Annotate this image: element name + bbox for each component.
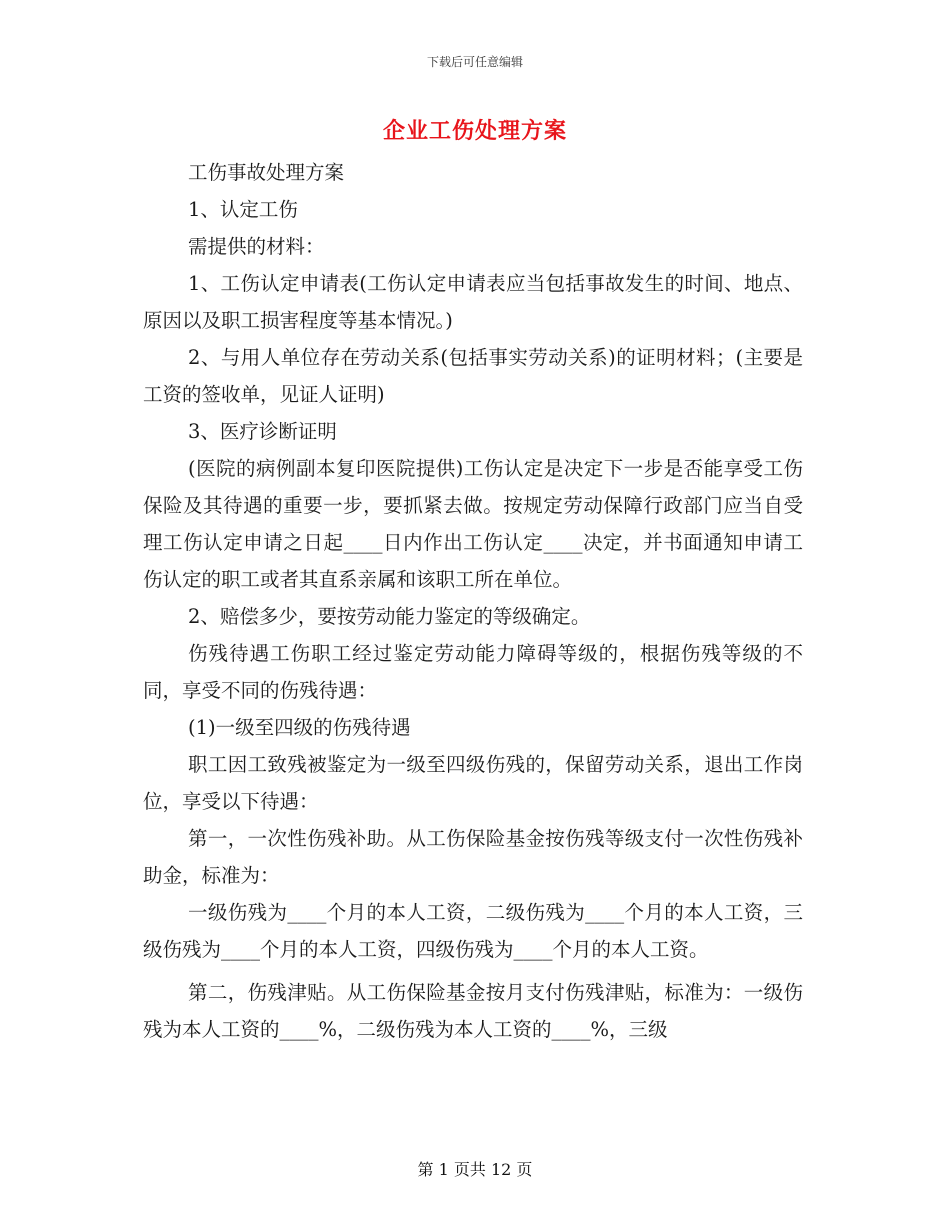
header-note: 下载后可任意编辑 [426, 55, 523, 69]
paragraph-hospital: (医院的病例副本复印医院提供)工伤认定是决定下一步是否能享受工伤保险及其待遇的重要一步，要抓紧去做。按规定劳动保障行政部门应当自受理工伤认定申请之日起____日内作出工伤认定____决定，并书面通知申请工伤认定的职工或者其直系亲属和该职工所在单位。 [143, 457, 803, 591]
paragraph-section-1: 1、认定工伤 [188, 198, 298, 221]
paragraph-item-2: 2、与用人单位存在劳动关系(包括事实劳动关系)的证明材料；(主要是工资的签收单，见证人证明) [143, 346, 803, 406]
paragraph-section-2: 2、赔偿多少，要按劳动能力鉴定的等级确定。 [188, 605, 591, 628]
paragraph-grades: 一级伤残为____个月的本人工资，二级伤残为____个月的本人工资，三级伤残为____个月的本人工资，四级伤残为____个月的本人工资。 [143, 901, 803, 961]
paragraph-item-1: 1、工伤认定申请表(工伤认定申请表应当包括事故发生的时间、地点、原因以及职工损害程度等基本情况。) [143, 272, 803, 332]
paragraph-heading: 工伤事故处理方案 [188, 161, 345, 184]
paragraph-grade-1-4: (1)一级至四级的伤残待遇 [188, 716, 411, 739]
document-body [143, 154, 803, 1048]
paragraph-second: 第二，伤残津贴。从工伤保险基金按月支付伤残津贴，标准为：一级伤残为本人工资的____%，二级伤残为本人工资的____%，三级 [143, 981, 803, 1041]
document-title: 企业工伤处理方案 [382, 118, 567, 144]
page-footer: 第 1 页共 12 页 [417, 1160, 533, 1179]
paragraph-first: 第一，一次性伤残补助。从工伤保险基金按伤残等级支付一次性伤残补助金，标准为： [143, 827, 803, 887]
paragraph-item-3: 3、医疗诊断证明 [188, 420, 337, 443]
paragraph-retain-relation: 职工因工致残被鉴定为一级至四级伤残的，保留劳动关系，退出工作岗位，享受以下待遇： [143, 753, 803, 813]
paragraph-materials: 需提供的材料： [188, 235, 325, 258]
paragraph-disability-treatment: 伤残待遇工伤职工经过鉴定劳动能力障碍等级的，根据伤残等级的不同，享受不同的伤残待遇： [143, 642, 803, 702]
